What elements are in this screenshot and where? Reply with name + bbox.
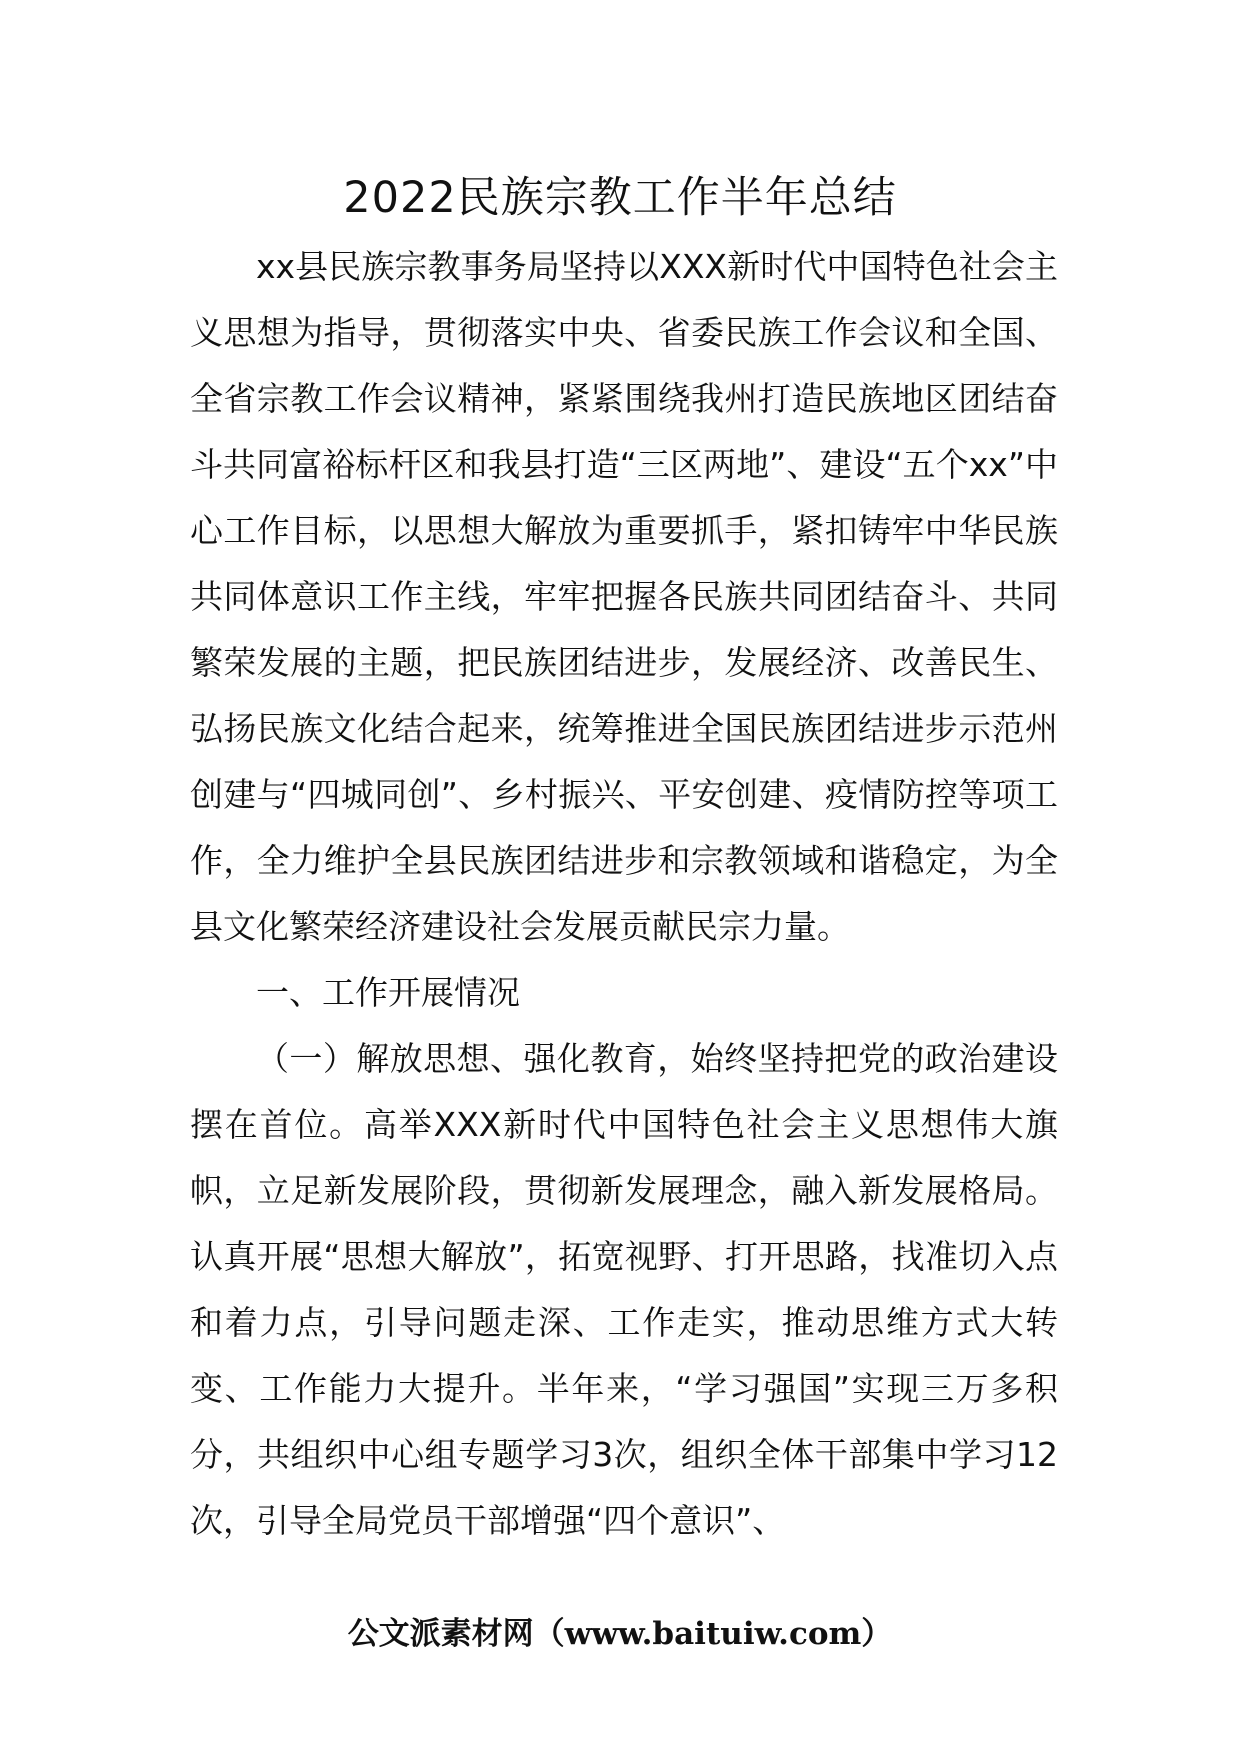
footer-watermark: 公文派素材网（www.baituiw.com） [347, 1616, 893, 1652]
document-body [190, 234, 1058, 1554]
section-heading: 一、工作开展情况 [256, 973, 520, 1012]
body-paragraph: （一）解放思想、强化教育，始终坚持把党的政治建设摆在首位。高举XXX新时代中国特色社会主义思想伟大旗帜，立足新发展阶段，贯彻新发展理念，融入新发展格局。认真开展“思想大解放”，拓宽视野、打开思路，找准切入点和着力点，引导问题走深、工作走实，推动思维方式大转变、工作能力大提升。半年来，“学习强国”实现三万多积分，共组织中心组专题学习3次，组织全体干部集中学习12次，引导全局党员干部增强“四个意识”、 [190, 1039, 1058, 1540]
intro-paragraph: xx县民族宗教事务局坚持以XXX新时代中国特色社会主义思想为指导，贯彻落实中央、省委民族工作会议和全国、全省宗教工作会议精神，紧紧围绕我州打造民族地区团结奋斗共同富裕标杆区和我县打造“三区两地”、建设“五个xx”中心工作目标，以思想大解放为重要抓手，紧扣铸牢中华民族共同体意识工作主线，牢牢把握各民族共同团结奋斗、共同繁荣发展的主题，把民族团结进步，发展经济、改善民生、弘扬民族文化结合起来，统筹推进全国民族团结进步示范州创建与“四城同创”、乡村振兴、平安创建、疫情防控等项工作，全力维护全县民族团结进步和宗教领域和谐稳定，为全县文化繁荣经济建设社会发展贡献民宗力量。 [190, 247, 1058, 946]
document-title: 2022民族宗教工作半年总结 [343, 173, 897, 223]
